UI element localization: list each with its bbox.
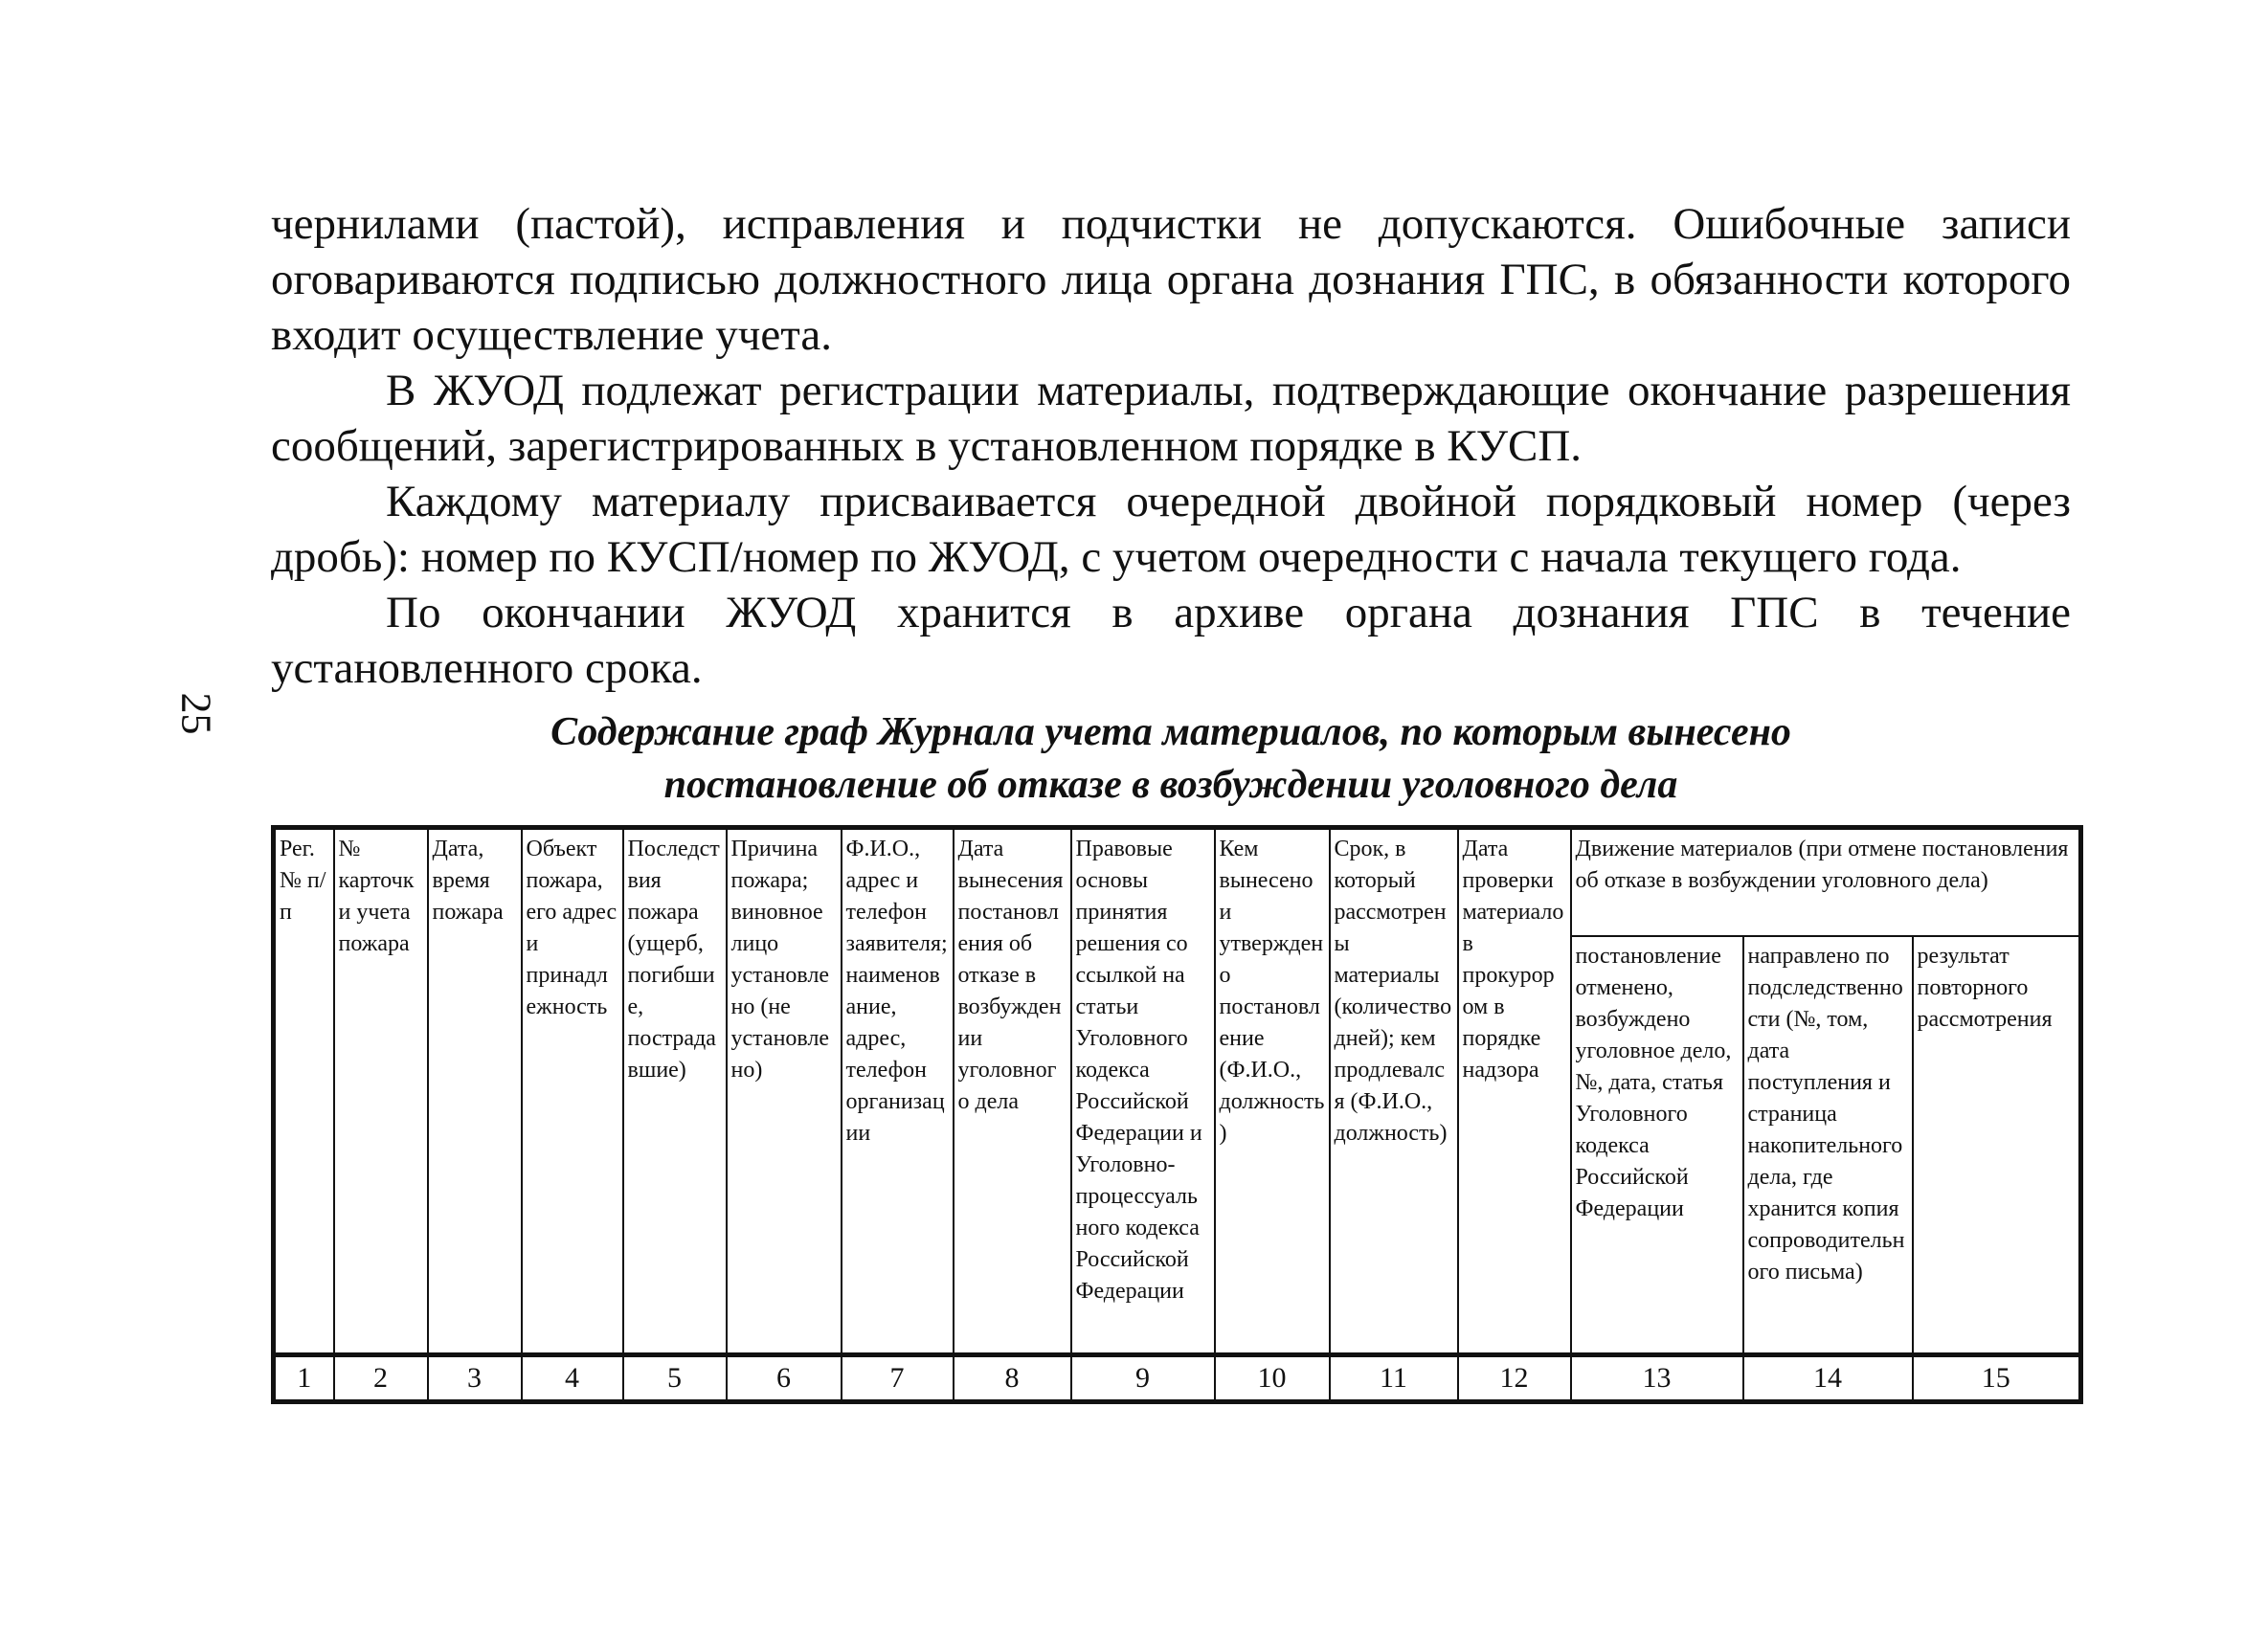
journal-columns-table	[271, 825, 2083, 1404]
column-header-14: направлено по подследственности (№, том, дата поступления и страница накопительного дела, где хранится копия сопроводительного письма)	[1743, 936, 1913, 1355]
table-title-line-2: постановление об отказе в возбуждении уголовного дела	[663, 763, 1678, 807]
column-number: 3	[428, 1355, 522, 1402]
column-number: 15	[1913, 1355, 2081, 1402]
column-number: 13	[1571, 1355, 1743, 1402]
column-number: 1	[274, 1355, 334, 1402]
column-header-5: Последствия пожара (ущерб, погибшие, пострадавшие)	[623, 828, 727, 1355]
column-number: 4	[522, 1355, 623, 1402]
table-title-line-1: Содержание граф Журнала учета материалов, по которым вынесено	[550, 710, 1791, 754]
page-number: 25	[172, 692, 220, 735]
paragraph-2: В ЖУОД подлежат регистрации материалы, подтверждающие окончание разрешения сообщений, зарегистрированных в установленном порядке в КУСП.	[271, 366, 2071, 471]
paragraph-4: По окончании ЖУОД хранится в архиве органа дознания ГПС в течение установленного срока.	[271, 588, 2071, 693]
column-number: 14	[1743, 1355, 1913, 1402]
column-header-8: Дата вынесения постановления об отказе в возбуждении уголовного дела	[954, 828, 1071, 1355]
column-number: 9	[1071, 1355, 1215, 1402]
column-number: 10	[1215, 1355, 1330, 1402]
column-header-3: Дата, время пожара	[428, 828, 522, 1355]
column-number: 2	[334, 1355, 428, 1402]
column-header-12: Дата проверки материалов прокурором в порядке надзора	[1458, 828, 1571, 1355]
table-title	[271, 706, 2071, 812]
column-header-11: Срок, в который рассмотрены материалы (количество дней); кем продлевался (Ф.И.О., должность)	[1330, 828, 1458, 1355]
column-header-1: Рег. № п/п	[274, 828, 334, 1355]
column-header-13: постановление отменено, возбуждено уголовное дело, №, дата, статья Уголовного кодекса Российской Федерации	[1571, 936, 1743, 1355]
column-number: 7	[842, 1355, 954, 1402]
column-number: 11	[1330, 1355, 1458, 1402]
column-header-10: Кем вынесено и утверждено постановление (Ф.И.О., должность)	[1215, 828, 1330, 1355]
column-number: 12	[1458, 1355, 1571, 1402]
header-row-1	[274, 828, 2081, 937]
column-header-6: Причина пожара; виновное лицо установлено (не установлено)	[727, 828, 842, 1355]
column-header-7: Ф.И.О., адрес и телефон заявителя; наименование, адрес, телефон организации	[842, 828, 954, 1355]
column-number: 6	[727, 1355, 842, 1402]
column-number: 5	[623, 1355, 727, 1402]
paragraph-3: Каждому материалу присваивается очередной двойной порядковый номер (через дробь): номер по КУСП/номер по ЖУОД, с учетом очередности с начала текущего года.	[271, 477, 2071, 582]
column-header-4: Объект пожара, его адрес и принадлежность	[522, 828, 623, 1355]
column-header-9: Правовые основы принятия решения со ссылкой на статьи Уголовного кодекса Российской Федерации и Уголовно-процессуального кодекса Российской Федерации	[1071, 828, 1215, 1355]
column-number-row	[274, 1355, 2081, 1402]
column-number: 8	[954, 1355, 1071, 1402]
group-header-material-movement: Движение материалов (при отмене постановления об отказе в возбуждении уголовного дела)	[1571, 828, 2081, 937]
column-header-15: результат повторного рассмотрения	[1913, 936, 2081, 1355]
paragraph-1: чернилами (пастой), исправления и подчистки не допускаются. Ошибочные записи оговариваются подписью должностного лица органа дознания ГПС, в обязанности которого входит осуществление учета.	[271, 199, 2071, 360]
column-header-2: № карточки учета пожара	[334, 828, 428, 1355]
body-text	[271, 196, 2071, 696]
